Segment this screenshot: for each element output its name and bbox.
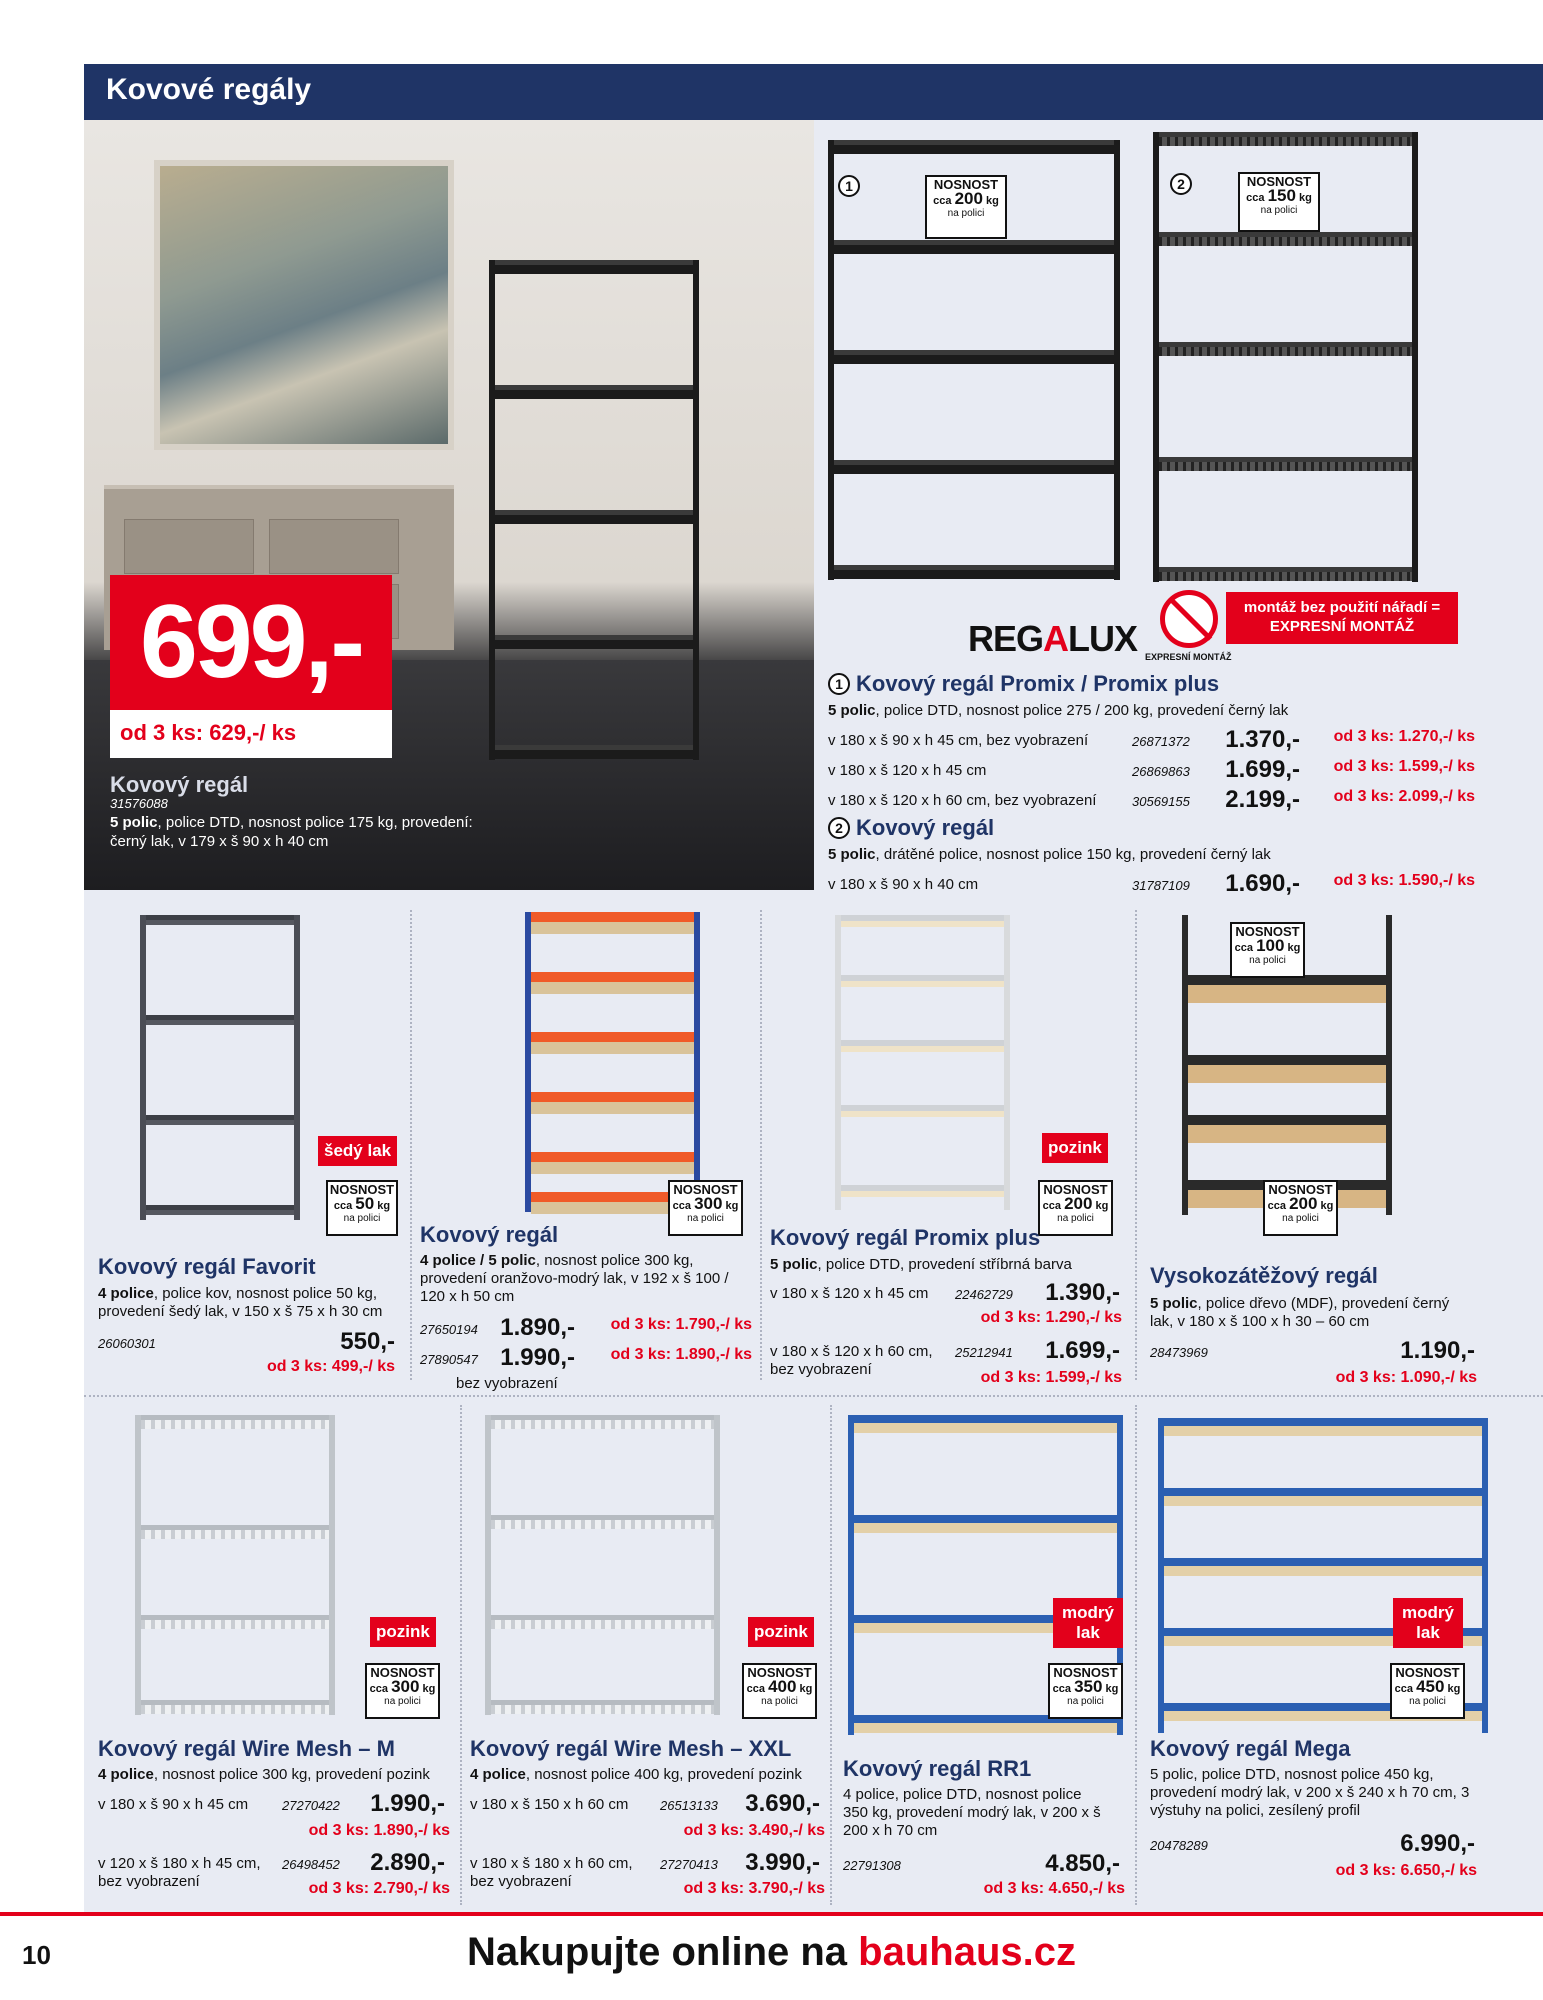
rr1-desc: 4 police, police DTD, nosnost police 350 kg, provedení modrý lak, v 200 x š 200 x h 70 cm: [843, 1786, 1101, 1839]
rr1-code: 22791308: [843, 1858, 901, 1873]
variant-price-3pcs: od 3 ks: 1.890,-/ ks: [610, 1346, 752, 1363]
variant-code: 27650194: [420, 1322, 478, 1337]
hero-price-3pcs: od 3 ks: 629,-/ ks: [110, 710, 392, 758]
rr1-price-3pcs: od 3 ks: 4.650,-/ ks: [983, 1880, 1125, 1897]
regalux-logo: REGALUX: [968, 618, 1138, 659]
variant-dim: v 180 x š 90 x h 40 cm: [828, 876, 979, 893]
variant-dim: v 180 x š 180 x h 60 cm, bez vyobrazení: [470, 1855, 633, 1890]
load-badge: NOSNOST cca 450 kg na polici: [1390, 1663, 1465, 1719]
footer-link[interactable]: bauhaus.cz: [858, 1930, 1076, 1974]
promix-title: Kovový regál Promix / Promix plus: [856, 671, 1220, 696]
load-badge: NOSNOST cca 200 kg na polici: [1263, 1180, 1338, 1236]
divider: [1135, 910, 1137, 1380]
mega-price-3pcs: od 3 ks: 6.650,-/ ks: [1335, 1862, 1477, 1879]
color-tag: modrý lak: [1053, 1598, 1123, 1648]
variant-price-3pcs: od 3 ks: 3.490,-/ ks: [683, 1822, 825, 1839]
divider: [84, 1395, 1543, 1397]
wire-mesh-m-image: [135, 1415, 335, 1715]
variant-price: 1.890,-: [500, 1314, 575, 1341]
wire-mesh-xxl-image: [485, 1415, 720, 1715]
variant-code: 26513133: [660, 1798, 718, 1813]
load-badge: NOSNOST cca 200 kg na polici: [1038, 1180, 1113, 1236]
load-badge: NOSNOST cca 150 kg na polici: [1238, 172, 1320, 232]
footer-promo: Nakupujte online na bauhaus.cz: [467, 1930, 1076, 1974]
variant-code: 25212941: [955, 1345, 1013, 1360]
variant-code: 26871372: [1132, 734, 1190, 749]
variant-dim: v 180 x š 120 x h 45 cm: [828, 762, 987, 779]
variant-code: 22462729: [955, 1287, 1013, 1302]
variant-price: 1.699,-: [1045, 1337, 1120, 1364]
promix-plus-title: Kovový regál Promix plus: [770, 1225, 1041, 1250]
mega-desc: 5 polic, police DTD, nosnost police 450 kg, provedení modrý lak, v 200 x š 240 x h 70 cm, 3 výstuhy na polici, zesílený profil: [1150, 1766, 1470, 1819]
color-tag: modrý lak: [1393, 1598, 1463, 1648]
favorit-code: 26060301: [98, 1336, 156, 1351]
variant-price-3pcs: od 3 ks: 1.599,-/ ks: [1333, 758, 1475, 775]
variant-price: 1.390,-: [1045, 1279, 1120, 1306]
wire-shelf-title: Kovový regál: [856, 815, 995, 840]
variant-code: 27270422: [282, 1798, 340, 1813]
variant-price-3pcs: od 3 ks: 2.790,-/ ks: [308, 1880, 450, 1897]
divider: [1135, 1405, 1137, 1905]
variant-dim: v 180 x š 120 x h 60 cm, bez vyobrazení: [828, 792, 1097, 809]
color-tag: pozink: [1042, 1133, 1108, 1163]
mega-code: 20478289: [1150, 1838, 1208, 1853]
orange-desc: 4 police / 5 polic, nosnost police 300 kg, provedení oranžovo-modrý lak, v 192 x š 100 / 120 x h 50 cm: [420, 1252, 729, 1305]
load-badge: NOSNOST cca 100 kg na polici: [1230, 922, 1305, 978]
divider: [760, 910, 762, 1380]
variant-code: 27890547: [420, 1352, 478, 1367]
variant-code: 27270413: [660, 1857, 718, 1872]
hero-product-title: Kovový regál: [110, 772, 249, 797]
wall-painting: [154, 160, 454, 450]
variant-price: 3.990,-: [745, 1849, 820, 1876]
divider: [460, 1405, 462, 1905]
promix-desc: 5 polic, police DTD, nosnost police 275 / 200 kg, provedení černý lak: [828, 702, 1289, 719]
color-tag: pozink: [370, 1617, 436, 1647]
variant-price: 1.699,-: [1225, 756, 1300, 783]
variant-note: bez vyobrazení: [456, 1375, 558, 1392]
promix-plus-desc: 5 polic, police DTD, provedení stříbrná barva: [770, 1256, 1072, 1273]
favorit-price: 550,-: [340, 1328, 395, 1355]
load-badge: NOSNOST cca 400 kg na polici: [742, 1663, 817, 1719]
variant-dim: v 120 x š 180 x h 45 cm, bez vyobrazení: [98, 1855, 261, 1890]
orange-title: Kovový regál: [420, 1222, 559, 1247]
variant-dim: v 180 x š 90 x h 45 cm, bez vyobrazení: [828, 732, 1089, 749]
divider: [410, 910, 412, 1380]
number-1-icon: 1: [838, 175, 860, 197]
variant-price: 3.690,-: [745, 1790, 820, 1817]
rr1-title: Kovový regál RR1: [843, 1756, 1032, 1781]
variant-price: 1.990,-: [500, 1344, 575, 1371]
number-1-icon: 1: [828, 673, 850, 695]
hero-product-desc: 5 polic, police DTD, nosnost police 175 kg, provedení: černý lak, v 179 x š 90 x h 40 cm: [110, 814, 473, 850]
variant-price-3pcs: od 3 ks: 1.290,-/ ks: [980, 1309, 1122, 1326]
variant-dim: v 180 x š 120 x h 60 cm, bez vyobrazení: [770, 1343, 933, 1378]
no-tools-icon: [1160, 590, 1218, 648]
variant-price: 1.990,-: [370, 1790, 445, 1817]
variant-code: 31787109: [1132, 878, 1190, 893]
variant-price: 1.690,-: [1225, 870, 1300, 897]
number-2-icon: 2: [1170, 173, 1192, 195]
assembly-banner: montáž bez použití nářadí = EXPRESNÍ MONTÁŽ: [1226, 592, 1458, 644]
variant-price-3pcs: od 3 ks: 1.270,-/ ks: [1333, 728, 1475, 745]
wire-mesh-m-desc: 4 police, nosnost police 300 kg, provedení pozink: [98, 1766, 430, 1783]
heavy-duty-desc: 5 polic, police dřevo (MDF), provedení černý lak, v 180 x š 100 x h 30 – 60 cm: [1150, 1295, 1450, 1330]
page-number: 10: [22, 1940, 51, 1970]
wire-mesh-xxl-desc: 4 police, nosnost police 400 kg, provedení pozink: [470, 1766, 802, 1783]
variant-price-3pcs: od 3 ks: 2.099,-/ ks: [1333, 788, 1475, 805]
color-tag: pozink: [748, 1617, 814, 1647]
favorit-desc: 4 police, police kov, nosnost police 50 kg, provedení šedý lak, v 150 x š 75 x h 30 cm: [98, 1285, 383, 1320]
rr1-price: 4.850,-: [1045, 1850, 1120, 1877]
section-title: Kovové regály: [84, 64, 1543, 120]
load-badge: NOSNOST cca 50 kg na polici: [326, 1180, 398, 1236]
favorit-title: Kovový regál Favorit: [98, 1254, 316, 1279]
favorit-shelf-image: [140, 915, 300, 1220]
heavy-duty-price-3pcs: od 3 ks: 1.090,-/ ks: [1335, 1369, 1477, 1386]
variant-price: 2.890,-: [370, 1849, 445, 1876]
hero-price: 699,-: [110, 575, 392, 710]
variant-dim: v 180 x š 90 x h 45 cm: [98, 1796, 249, 1813]
variant-code: 26869863: [1132, 764, 1190, 779]
variant-code: 26498452: [282, 1857, 340, 1872]
color-tag: šedý lak: [318, 1136, 397, 1166]
orange-blue-shelf-image: [525, 912, 700, 1212]
number-2-icon: 2: [828, 817, 850, 839]
hero-product-code: 31576088: [110, 796, 168, 811]
mega-price: 6.990,-: [1400, 1830, 1475, 1857]
heavy-duty-price: 1.190,-: [1400, 1337, 1475, 1364]
wire-mesh-xxl-title: Kovový regál Wire Mesh – XXL: [470, 1736, 792, 1761]
load-badge: NOSNOST cca 350 kg na polici: [1048, 1663, 1123, 1719]
promix-plus-shelf-image: [835, 915, 1010, 1210]
heavy-duty-title: Vysokozátěžový regál: [1150, 1263, 1378, 1288]
variant-dim: v 180 x š 120 x h 45 cm: [770, 1285, 929, 1302]
variant-price-3pcs: od 3 ks: 3.790,-/ ks: [683, 1880, 825, 1897]
hero-product-info: [110, 772, 510, 851]
load-badge: NOSNOST cca 200 kg na polici: [925, 175, 1007, 239]
assembly-small-label: EXPRESNÍ MONTÁŽ: [1145, 652, 1232, 662]
variant-code: 30569155: [1132, 794, 1190, 809]
variant-price: 1.370,-: [1225, 726, 1300, 753]
heavy-duty-code: 28473969: [1150, 1345, 1208, 1360]
hero-shelf-image: [489, 260, 699, 760]
variant-price-3pcs: od 3 ks: 1.890,-/ ks: [308, 1822, 450, 1839]
variant-price-3pcs: od 3 ks: 1.590,-/ ks: [1333, 872, 1475, 889]
footer-rule: [0, 1912, 1543, 1916]
favorit-price-3pcs: od 3 ks: 499,-/ ks: [266, 1358, 395, 1375]
variant-price-3pcs: od 3 ks: 1.599,-/ ks: [980, 1369, 1122, 1386]
mega-title: Kovový regál Mega: [1150, 1736, 1351, 1761]
variant-price: 2.199,-: [1225, 786, 1300, 813]
load-badge: NOSNOST cca 300 kg na polici: [668, 1180, 743, 1236]
wire-shelf-desc: 5 polic, drátěné police, nosnost police 150 kg, provedení černý lak: [828, 846, 1271, 863]
load-badge: NOSNOST cca 300 kg na polici: [365, 1663, 440, 1719]
variant-dim: v 180 x š 150 x h 60 cm: [470, 1796, 629, 1813]
variant-price-3pcs: od 3 ks: 1.790,-/ ks: [610, 1316, 752, 1333]
divider: [830, 1405, 832, 1905]
wire-mesh-m-title: Kovový regál Wire Mesh – M: [98, 1736, 395, 1761]
